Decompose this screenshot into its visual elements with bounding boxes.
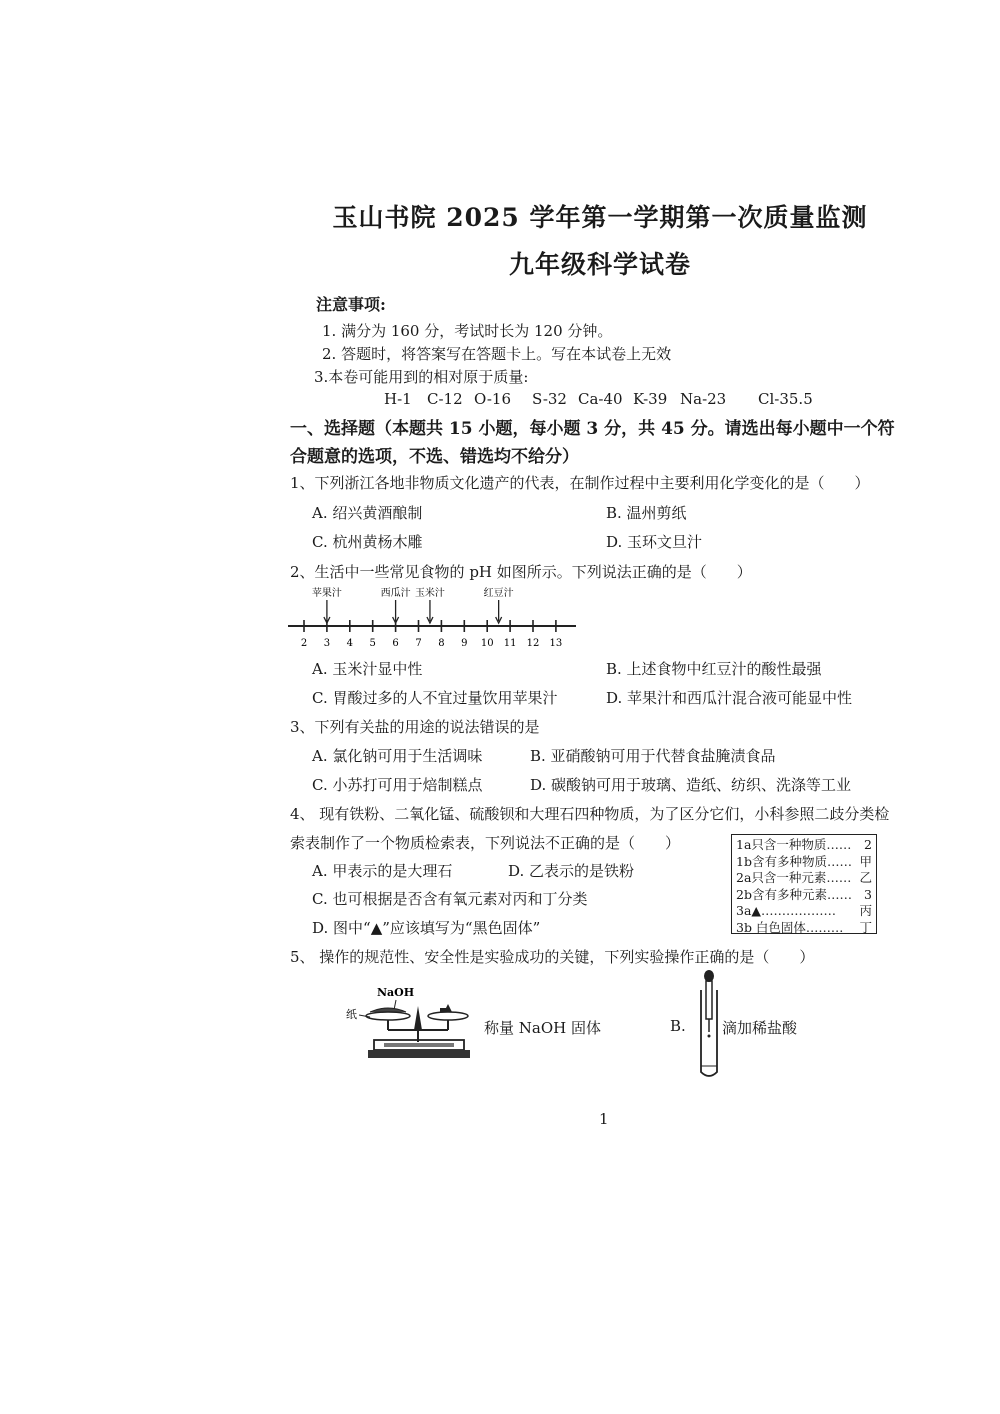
atomic-mass-s: S-32: [532, 390, 567, 408]
key-row: 3b 白色固体……… 丁: [736, 919, 872, 935]
balance-label-paper: 纸: [346, 1008, 357, 1021]
key-row: 3a▲……………… 丙: [736, 903, 872, 918]
q2-option-b: B. 上述食物中红豆汁的酸性最强: [606, 660, 822, 678]
q4-stem-line1: 4、 现有铁粉、二氧化锰、硫酸钡和大理石四种物质，为了区分它们，小科参照二歧分类检: [290, 805, 890, 823]
q1-option-d: D. 玉环文旦汁: [606, 533, 703, 551]
ph-tick-label: 6: [392, 638, 399, 649]
q5-option-b-letter: B.: [670, 1017, 686, 1035]
q1-option-b: B. 温州剪纸: [606, 504, 687, 522]
q4-option-c: C. 也可根据是否含有氧元素对丙和丁分类: [312, 890, 588, 908]
q4-option-d: D. 图中“▲”应该填写为“黑色固体”: [312, 919, 541, 937]
ph-tick-label: 7: [415, 638, 422, 649]
notice-item-2: 2. 答题时，将答案写在答题卡上。写在本试卷上无效: [322, 345, 672, 363]
key-row: 1b含有多种物质…… 甲: [736, 853, 872, 869]
key-row: 2a只含一种元素…… 乙: [736, 870, 872, 885]
q2-stem: 2、生活中一些常见食物的 pH 如图所示。下列说法正确的是（ ）: [290, 563, 752, 581]
ph-marker-label: 玉米汁: [414, 588, 445, 599]
ph-scale-diagram: [284, 582, 584, 654]
q5-option-b-caption: 滴加稀盐酸: [722, 1019, 798, 1037]
q5-option-a-caption: 称量 NaOH 固体: [484, 1019, 601, 1037]
balance-label-naoh: NaOH: [377, 986, 415, 999]
exam-subtitle: 九年级科学试卷: [508, 250, 691, 279]
notice-item-3: 3.本卷可能用到的相对原于质量:: [314, 368, 529, 386]
q2-option-c: C. 胃酸过多的人不宜过量饮用苹果汁: [312, 689, 558, 707]
q1-option-c: C. 杭州黄杨木雕: [312, 533, 423, 551]
atomic-mass-na: Na-23: [680, 390, 727, 408]
atomic-mass-c: C-12: [427, 390, 463, 408]
q3-option-c: C. 小苏打可用于焙制糕点: [312, 776, 483, 794]
q3-option-a: A. 氯化钠可用于生活调味: [312, 747, 483, 765]
q1-stem: 1、下列浙江各地非物质文化遗产的代表，在制作过程中主要利用化学变化的是（ ）: [290, 474, 870, 492]
ph-marker-label: 苹果汁: [311, 588, 342, 599]
q2-option-a: A. 玉米汁显中性: [312, 660, 423, 678]
atomic-mass-ca: Ca-40: [578, 390, 623, 408]
q3-stem: 3、下列有关盐的用途的说法错误的是: [290, 718, 540, 736]
q3-option-b: B. 亚硝酸钠可用于代替食盐腌渍食品: [530, 747, 776, 765]
atomic-mass-h: H-1: [384, 390, 412, 408]
ph-tick-label: 8: [438, 638, 445, 649]
notice-item-1: 1. 满分为 160 分，考试时长为 120 分钟。: [322, 322, 613, 340]
ph-tick-label: 11: [503, 638, 517, 649]
page-number: 1: [599, 1110, 609, 1128]
ph-tick-label: 3: [323, 638, 331, 649]
q4-stem-line2: 索表制作了一个物质检索表，下列说法不正确的是（ ）: [290, 834, 681, 852]
ph-marker-label: 西瓜汁: [380, 588, 411, 599]
q3-option-d: D. 碳酸钠可用于玻璃、造纸、纺织、洗涤等工业: [530, 776, 852, 794]
atomic-mass-k: K-39: [633, 390, 668, 408]
q1-option-a: A. 绍兴黄酒酿制: [312, 504, 423, 522]
test-tube-dropper-illustration: [698, 968, 720, 1082]
section-heading-line2: 合题意的选项，不选、错选均不给分）: [290, 447, 579, 467]
notice-heading: 注意事项:: [316, 295, 386, 314]
ph-tick-label: 13: [549, 638, 563, 649]
ph-tick-label: 4: [346, 638, 353, 649]
ph-tick-label: 9: [461, 638, 468, 649]
atomic-mass-o: O-16: [474, 390, 512, 408]
ph-tick-label: 12: [526, 638, 540, 649]
q5-stem: 5、 操作的规范性、安全性是实验成功的关键，下列实验操作正确的是（ ）: [290, 948, 815, 966]
ph-tick-label: 2: [300, 638, 308, 649]
ph-marker-label: 红豆汁: [483, 588, 514, 599]
ph-tick-label: 5: [369, 638, 376, 649]
ph-tick-label: 10: [480, 638, 494, 649]
section-heading-line1: 一、选择题（本题共 15 小题，每小题 3 分，共 45 分。请选出每小题中一个符: [290, 419, 895, 439]
q4-option-a: A. 甲表示的是大理石: [312, 862, 453, 880]
q4-option-b: D. 乙表示的是铁粉: [508, 862, 635, 880]
key-row: 1a只含一种物质…… 2: [736, 837, 872, 852]
classification-key-table: [731, 834, 877, 934]
balance-illustration: [344, 982, 484, 1064]
q2-option-d: D. 苹果汁和西瓜汁混合液可能显中性: [606, 689, 853, 707]
exam-title: 玉山书院 2025 学年第一学期第一次质量监测: [332, 203, 868, 232]
key-row: 2b含有多种元素…… 3: [736, 886, 872, 902]
atomic-mass-cl: Cl-35.5: [758, 390, 813, 408]
